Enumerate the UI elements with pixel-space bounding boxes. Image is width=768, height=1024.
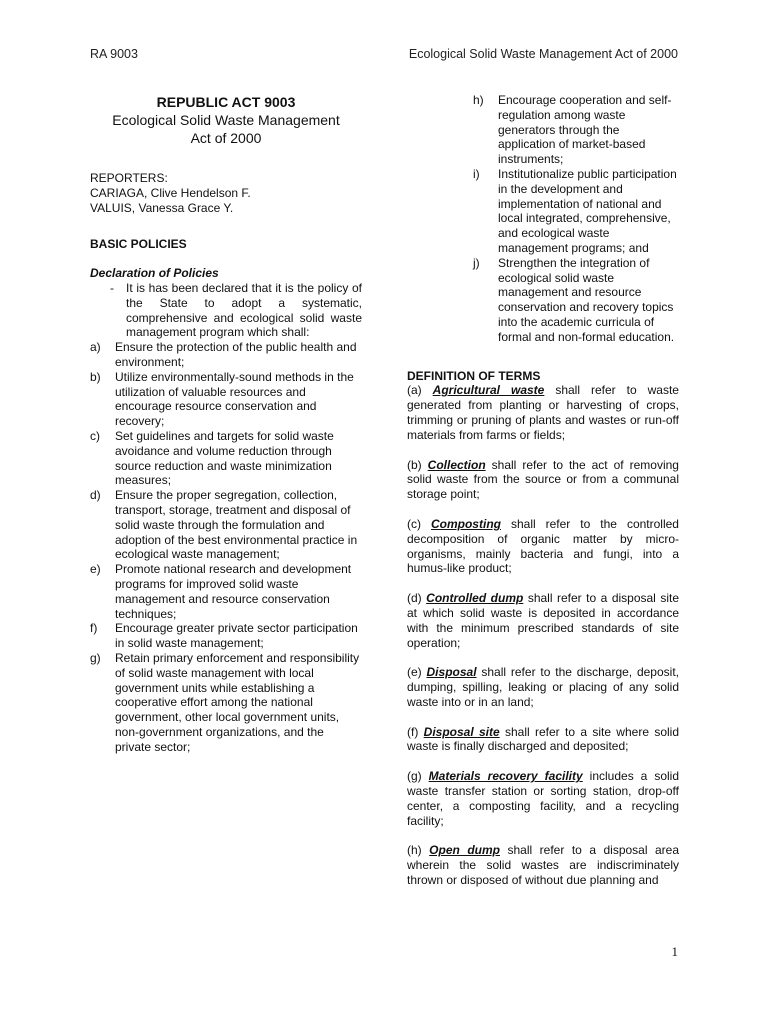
definition-term: Agricultural waste: [432, 383, 545, 398]
definition-item: [407, 517, 679, 576]
policy-letter: j): [473, 255, 480, 270]
definition-item: [407, 725, 679, 755]
definition-term: Disposal site: [423, 724, 500, 739]
policy-letter: h): [473, 93, 484, 107]
policy-item: [90, 562, 362, 621]
definition-text: shall refer to a disposal area wherein the solid wastes are indiscriminately thrown or disposed of without due planning and: [407, 843, 680, 888]
policy-letter: c): [90, 428, 100, 443]
policy-letter: a): [90, 340, 101, 355]
definition-item: [407, 769, 679, 828]
running-header-left: RA 9003: [90, 47, 138, 61]
definition-label: (f): [407, 724, 419, 739]
definition-term: Materials recovery facility: [428, 769, 583, 784]
definition-term: Disposal: [426, 665, 477, 680]
policy-intro-text: It is has been declared that it is the policy of the State to adopt a systematic, comprehensive and ecological solid waste management program which shall:: [126, 280, 362, 340]
policy-letter: i): [473, 166, 480, 181]
policy-text: Encourage cooperation and self-regulation among waste generators through the application of market-based instruments;: [498, 93, 672, 167]
policy-item: [473, 93, 679, 167]
policy-letter: g): [90, 650, 101, 665]
definition-item: [407, 665, 679, 709]
definition-text: shall refer to waste generated from planting or harvesting of crops, trimming or pruning of plants and wastes or run-off materials from farms or fields;: [407, 383, 679, 442]
left-column: [90, 93, 362, 754]
definition-item: [407, 843, 679, 887]
definition-text: includes a solid waste transfer station or sorting station, drop-off center, a composting facility, and a recycling facility;: [407, 769, 679, 828]
definition-text: shall refer to the controlled decomposition of organic matter by micro-organisms, mainly bacteria and fungi, into a humus-like product;: [407, 516, 679, 576]
policy-letter: b): [90, 369, 101, 384]
act-number-title: REPUBLIC ACT 9003: [156, 94, 296, 110]
policy-letter: e): [90, 562, 101, 577]
definition-label: (d): [407, 591, 422, 606]
reporter-name: VALUIS, Vanessa Grace Y.: [90, 200, 234, 215]
dash-bullet: -: [110, 280, 114, 295]
definition-label: (e): [407, 665, 422, 680]
definition-term: Collection: [427, 457, 486, 472]
definition-term: Controlled dump: [426, 591, 524, 606]
policy-letter: d): [90, 488, 101, 503]
definition-item: [407, 383, 679, 442]
policy-item: [90, 429, 362, 488]
policy-item: [473, 256, 679, 345]
policy-text: Encourage greater private sector participation in solid waste management;: [115, 621, 358, 651]
definition-item: [407, 591, 679, 650]
policy-text: Utilize environmentally-sound methods in the utilization of valuable resources and encourage resource conservation and recovery;: [115, 369, 354, 429]
definition-term: Composting: [430, 516, 501, 531]
policy-item: [90, 370, 362, 429]
running-header-right: Ecological Solid Waste Management Act of 2000: [408, 47, 678, 61]
right-column: [407, 93, 679, 903]
policy-item: [90, 488, 362, 562]
definition-label: (c): [407, 516, 421, 531]
basic-policies-heading: BASIC POLICIES: [90, 237, 187, 252]
reporters-block: [90, 171, 362, 215]
policy-text: Ensure the proper segregation, collection, transport, storage, treatment and disposal of solid waste through the formulation and adoption of the best environmental practice in ecological waste management;: [115, 488, 358, 562]
definition-label: (a): [407, 383, 422, 398]
policy-list-continued: [473, 93, 679, 345]
policy-text: Set guidelines and targets for solid waste avoidance and volume reduction through source reduction and waste minimization measures;: [115, 428, 334, 488]
definition-of-terms-heading: DEFINITION OF TERMS: [407, 368, 541, 383]
definition-label: (g): [407, 769, 422, 784]
definition-label: (b): [407, 457, 422, 472]
definition-item: [407, 458, 679, 502]
document-title: [90, 93, 362, 147]
definition-text: shall refer to a site where solid waste is finally discharged and deposited;: [407, 724, 679, 754]
reporter-name: CARIAGA, Clive Hendelson F.: [90, 185, 251, 200]
policy-text: Strengthen the integration of ecological solid waste management and resource conservation and recovery topics into the academic curricula of formal and non-formal education.: [498, 255, 675, 344]
page-number: 1: [671, 944, 678, 959]
policy-text: Retain primary enforcement and responsibility of solid waste management with local government units while establishing a cooperative effort among the national government, other local government units, non-government organizations, and the private sector;: [115, 650, 360, 754]
definition-text: shall refer to the act of removing solid waste from the source or from a communal storage point;: [407, 457, 679, 502]
definition-text: shall refer to a disposal site at which solid waste is deposited in accordance with the minimum prescribed standards of site operation;: [407, 591, 680, 650]
policy-intro: [110, 281, 362, 340]
policy-list: [90, 340, 362, 754]
policy-text: Promote national research and development programs for improved solid waste management and resource conservation techniques;: [115, 562, 352, 621]
definition-label: (h): [407, 843, 422, 858]
definition-text: shall refer to the discharge, deposit, dumping, spilling, leaking or placing of any solid waste into or in an land;: [407, 665, 679, 709]
policy-text: Ensure the protection of the public health and environment;: [115, 340, 357, 369]
policy-text: Institutionalize public participation in the development and implementation of national and local integrated, comprehensive, and ecological waste management programs; and: [498, 166, 677, 255]
act-name-line2: Act of 2000: [190, 130, 262, 146]
policy-letter: f): [90, 621, 98, 636]
policy-item: [90, 651, 362, 755]
reporters-label: REPORTERS:: [90, 171, 168, 185]
policy-item: [473, 167, 679, 256]
act-name-line1: Ecological Solid Waste Management: [112, 112, 340, 128]
definitions-list: [407, 383, 679, 888]
declaration-of-policies-heading: Declaration of Policies: [90, 266, 219, 281]
policy-item: [90, 621, 362, 651]
definition-term: Open dump: [429, 843, 500, 858]
policy-item: [90, 340, 362, 370]
